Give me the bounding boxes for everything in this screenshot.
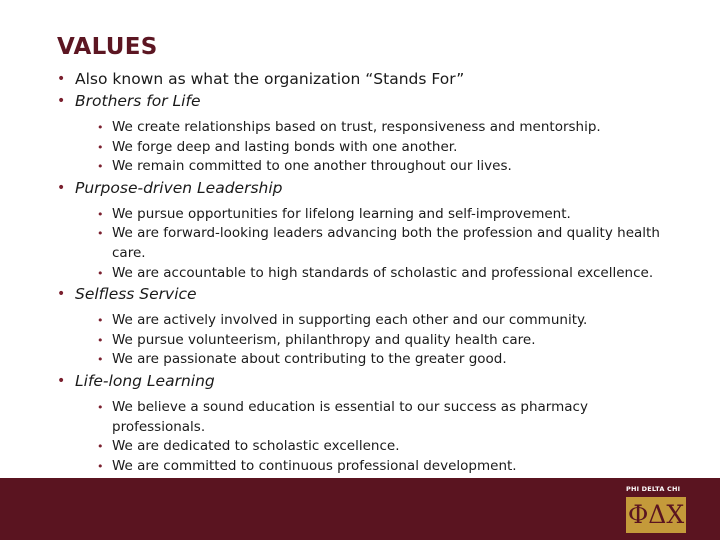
bullet-group [55,90,680,177]
sub-bullet-icon: • [97,266,104,280]
sub-bullet-item [55,118,680,138]
bullet-text: Life-long Learning [75,371,215,390]
sub-bullet-icon: • [97,314,104,328]
sub-bullet-icon: • [97,440,104,454]
sub-bullet-item [55,457,680,477]
sub-bullet-list [55,118,680,177]
sub-bullet-text: We create relationships based on trust, responsiveness and mentorship. [112,119,601,135]
sub-bullet-icon: • [97,121,104,134]
sub-bullet-icon: • [97,459,104,473]
bullet-item [55,177,680,199]
sub-bullet-text: We are actively involved in supporting each other and our community. [112,312,588,329]
bullet-icon: • [57,372,66,389]
bullet-icon: • [57,179,66,196]
sub-bullet-text: We are committed to continuous professional development. [112,457,517,474]
bullet-item [55,370,680,392]
bullet-text: Purpose-driven Leadership [75,178,283,197]
phi-delta-chi-logo [626,485,686,533]
sub-bullet-text: We pursue volunteerism, philanthropy and quality health care. [112,331,536,348]
sub-bullet-text: We are forward-looking leaders advancing both the profession and quality health care. [112,225,660,261]
bullet-item [55,283,680,305]
sub-bullet-item [55,350,680,370]
bullet-icon: • [57,93,66,109]
sub-bullet-item [55,437,680,457]
sub-bullet-icon: • [97,160,104,174]
sub-bullet-icon: • [97,353,104,367]
sub-bullet-text: We are dedicated to scholastic excellence. [112,438,400,455]
sub-bullet-item [55,331,680,351]
sub-bullet-icon: • [97,400,104,414]
bullet-item [55,68,680,90]
sub-bullet-list [55,205,680,283]
bullet-text: Also known as what the organization “Stands For” [75,70,465,88]
slide-title: VALUES [57,34,158,60]
sub-bullet-text: We forge deep and lasting bonds with one another. [112,138,458,155]
logo-greek-letters: ΦΔΧ [627,500,685,529]
sub-bullet-item [55,311,680,331]
bullet-list [55,68,680,476]
sub-bullet-text: We remain committed to one another throughout our lives. [112,158,512,175]
bullet-icon: • [57,286,66,303]
sub-bullet-icon: • [97,227,104,241]
logo-wordmark: PHI DELTA CHI [626,485,681,493]
sub-bullet-item [55,224,680,263]
footer-band [0,478,720,540]
sub-bullet-text: We believe a sound education is essential to our success as pharmacy professionals. [112,398,588,435]
sub-bullet-list [55,398,680,476]
bullet-group [55,68,680,90]
sub-bullet-item [55,205,680,225]
bullet-group [55,283,680,370]
sub-bullet-text: We are passionate about contributing to the greater good. [112,351,507,368]
sub-bullet-list [55,311,680,370]
sub-bullet-icon: • [97,140,104,154]
bullet-icon: • [57,71,66,87]
bullet-group [55,370,680,476]
bullet-item [55,90,680,112]
sub-bullet-item [55,264,680,284]
bullet-text: Selfless Service [75,285,197,304]
bullet-group [55,177,680,283]
sub-bullet-text: We are accountable to high standards of scholastic and professional excellence. [112,264,654,281]
bullet-text: Brothers for Life [75,92,201,110]
sub-bullet-item [55,138,680,158]
sub-bullet-item [55,398,680,437]
sub-bullet-icon: • [97,333,104,347]
sub-bullet-icon: • [97,207,104,221]
sub-bullet-text: We pursue opportunities for lifelong learning and self-improvement. [112,205,571,222]
sub-bullet-item [55,157,680,177]
